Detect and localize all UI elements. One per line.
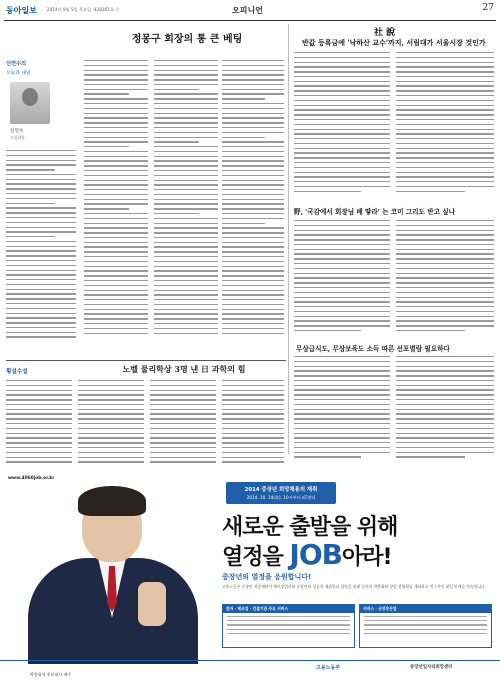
second-body-2 [78, 380, 144, 470]
ad-spokesperson-photo [28, 486, 198, 664]
second-body-4 [222, 380, 284, 470]
second-body-1 [6, 380, 72, 470]
ad-info-box-2-title: 서비스 · 신성장산업 [360, 605, 491, 613]
column-subtitle: 오늘과 내일 [6, 71, 31, 76]
ad-info-box-2 [359, 604, 492, 648]
ad-badge-line1: 2014 중장년 희망채용의 재취 [244, 487, 318, 493]
editorial-headline-2: 野, '국감에서 회장님 배 땋라' 는 코미 그리도 반고 싶나 [294, 208, 455, 216]
newspaper-logo: 동아일보 [6, 4, 37, 15]
editorial-body-2b [396, 220, 494, 338]
column-headline: 정몽구 회장의 통 큰 베팅 [131, 34, 243, 45]
ad-headline-2-suffix: 아라! [341, 545, 392, 570]
editorial-headline-3: 무상급식도, 무상보육도 소득 따른 선포별람 필요하다 [296, 345, 450, 353]
ad-event-badge [226, 482, 336, 504]
editorial-headline-1: 반값 등록금에 '낙하산 교수'까지, 서림대가 서울시장 것인가 [302, 38, 486, 47]
editorial-body-3b [396, 356, 494, 468]
ad-url[interactable]: www.4060job.or.kr [8, 476, 55, 481]
section-title: 오피니언 [232, 4, 263, 15]
ad-info-box-1 [222, 604, 355, 648]
column-body-1 [6, 150, 76, 355]
author-box [6, 60, 76, 148]
ad-headline-2-prefix: 열정을 [222, 545, 290, 570]
editorial-logo: 社 說 [374, 28, 396, 38]
ad-info-boxes [222, 604, 492, 648]
second-column-headline: 노벨 물리학상 3명 낸 日 과학의 힘 [122, 364, 246, 374]
ad-signature: 박람회의 홍보대사 배우 [30, 672, 72, 677]
top-rule [4, 20, 496, 21]
page-number: 27 [482, 3, 494, 13]
editorial-body-3a [294, 356, 390, 468]
issue-date: 2014년 9월 5일 목요일 제28361호 ⓢ [46, 7, 120, 12]
ad-subheadline: 중장년의 열정을 응원합니다! [222, 573, 312, 581]
editorial-body-2a [294, 220, 390, 338]
ad-sponsor-logo-1: 고용노동부 [316, 665, 341, 671]
editorial-body-1b [396, 52, 494, 202]
boxed-column-title: 횡설수설 [6, 369, 28, 375]
ad-headline-1: 새로운 출발을 위해 [222, 515, 398, 540]
column-title: 신연수의 [6, 61, 27, 67]
mid-rule [6, 360, 286, 361]
masthead [0, 0, 500, 20]
editorial-body-1a [294, 52, 390, 202]
column-body-3 [154, 60, 218, 355]
author-role: 논설위원 [10, 135, 25, 140]
author-photo [10, 82, 50, 124]
ad-badge-line2: 2014. 10. 14(화), 10시부터 aT센터 [246, 495, 316, 500]
second-body-3 [150, 380, 216, 470]
column-body-4 [222, 60, 284, 355]
ad-sponsor-logo-2: 중장년일자리희망센터 [410, 665, 453, 670]
author-name: 신연수 [10, 129, 24, 134]
column-body-2 [84, 60, 148, 355]
ad-headline-job: JOB [289, 538, 342, 571]
ad-bottom-rule [0, 660, 500, 661]
column-divider [288, 24, 289, 454]
ad-info-box-1-title: 전자 · 제조업 · 건설기관 주요 서비스 [223, 605, 354, 613]
ad-description: 고용노동부 중장년 희망재단이 예비창업자와 중장년의 성공적 재취업과 창업을 위해 일자리 박람회와 창업 설명회를 개최하고 적극적인 취업 연계를 약속합니다. [222, 584, 486, 589]
ad-headline-2 [222, 538, 392, 571]
